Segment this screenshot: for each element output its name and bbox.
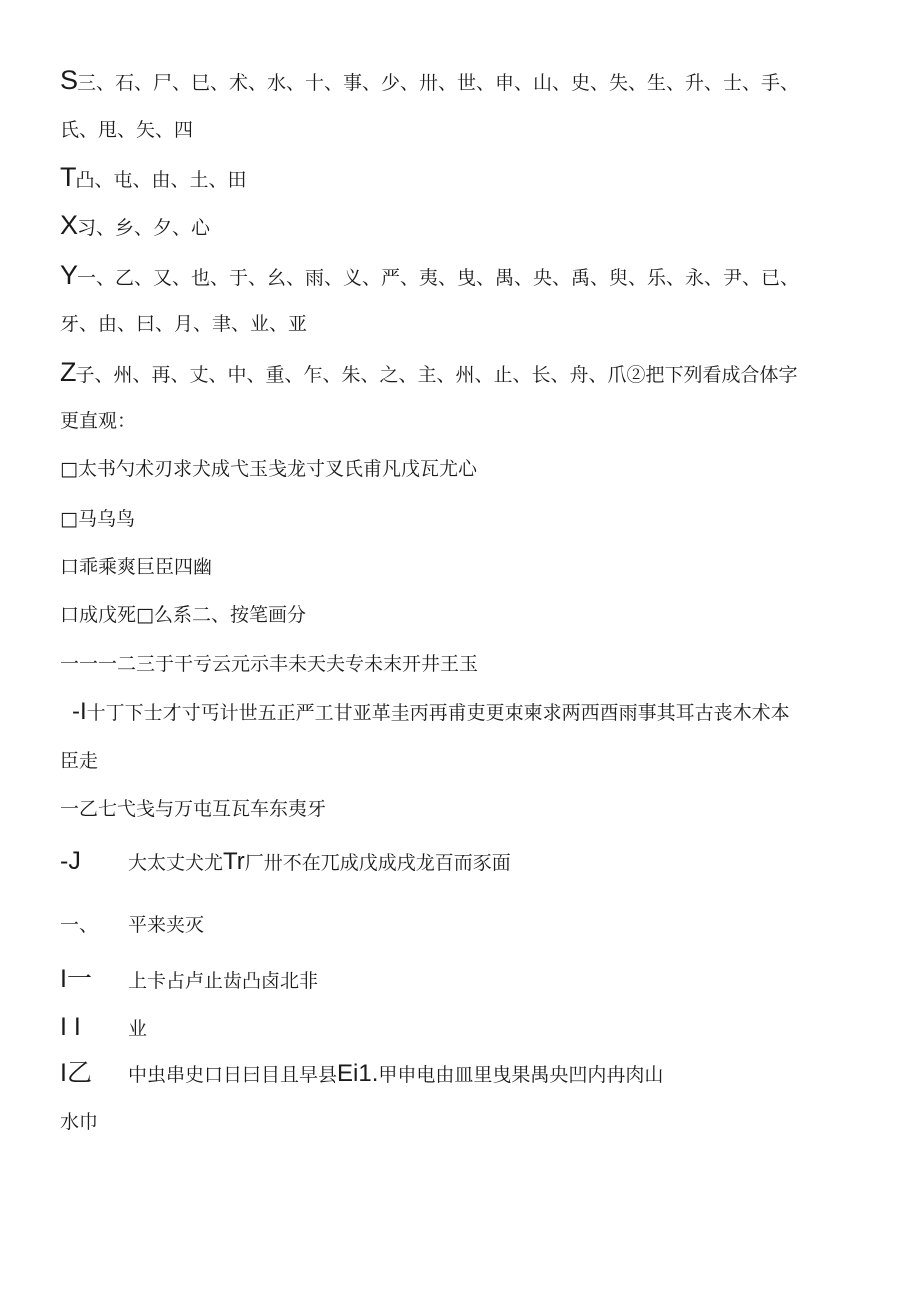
stroke-line-3: 一乙七弋戋与万屯互瓦车东夷牙 — [60, 798, 327, 820]
row-label: I I — [60, 1013, 81, 1041]
section-text: 三、石、尸、巳、术、水、十、事、少、卅、世、申、山、史、失、生、升、士、手、 — [77, 72, 800, 94]
stroke-line-1: 一一一二三于干亏云元示丰未天夫专未末开井王玉 — [60, 653, 479, 675]
section-letter: T — [60, 162, 76, 192]
section-s-line2: 氏、甩、矢、四 — [60, 119, 194, 141]
section-letter: Z — [60, 357, 76, 387]
section-x-line1 — [60, 210, 211, 240]
section-y-line1 — [60, 260, 800, 290]
section-s-line1 — [60, 65, 800, 95]
row-mid-mark: Ei1. — [337, 1060, 379, 1087]
stroke-text-a: 大太丈犬尤 — [128, 852, 224, 874]
boxed-line-1: □太书勺术刃求犬成弋玉戋龙寸叉氏甫凡戊瓦尤心 — [60, 458, 477, 480]
row-text: 业 — [128, 1018, 148, 1040]
stroke-label: -I — [72, 698, 87, 725]
section-text: 子、州、再、丈、中、重、乍、朱、之、主、州、止、长、舟、爪②把下列看成合体字 — [75, 364, 798, 386]
section-y-line2: 牙、由、曰、月、聿、业、亚 — [60, 313, 308, 335]
row-label: I乙 — [60, 1059, 92, 1087]
stroke-text: 十丁下士才寸丐计世五正严工甘亚革圭丙再甫吏更束柬求两西酉雨事其耳古丧木术本 — [86, 702, 790, 724]
stroke-text-b: 厂卅不在兀成戊成戌龙百而豕面 — [244, 852, 511, 874]
section-letter: Y — [60, 260, 78, 290]
section-text: 一、乙、又、也、于、幺、雨、义、严、夷、曳、禺、央、禹、臾、乐、永、尹、已、 — [77, 267, 800, 289]
stroke-line-2-cont: 臣走 — [60, 750, 99, 772]
table-row — [60, 1015, 147, 1041]
row-text-a: 中虫串史口日曰目且早县 — [128, 1064, 338, 1086]
boxed-line-4: 口成戊死□么系二、按笔画分 — [60, 604, 306, 626]
row-label: I一 — [60, 965, 92, 993]
stroke-label: -J — [60, 847, 81, 875]
section-t-line1 — [60, 162, 247, 192]
boxed-line-2: □马乌鸟 — [60, 508, 135, 530]
section-text: 习、乡、夕、心 — [77, 217, 211, 239]
row-text-b: 甲申电由皿里曳果禺央凹内冉肉山 — [378, 1064, 664, 1086]
section-z-line2: 更直观： — [60, 410, 137, 432]
row-text: 上卡占卢止齿凸卤北非 — [128, 970, 319, 992]
section-z-line1 — [60, 357, 798, 387]
section-letter: S — [60, 65, 78, 95]
stroke-line-2 — [72, 700, 790, 725]
table-row — [60, 1061, 663, 1087]
boxed-line-3: 口乖乘爽巨臣四幽 — [60, 556, 213, 578]
row-label: 一、 — [60, 914, 99, 936]
stroke-mid-mark: Tr — [223, 848, 245, 875]
stroke-line-4 — [60, 849, 511, 875]
table-row — [60, 913, 204, 937]
section-text: 凸、屯、由、土、田 — [75, 169, 247, 191]
last-line: 水巾 — [60, 1111, 99, 1133]
section-letter: X — [60, 210, 78, 240]
row-text: 平来夹灭 — [128, 914, 205, 936]
table-row — [60, 967, 318, 993]
